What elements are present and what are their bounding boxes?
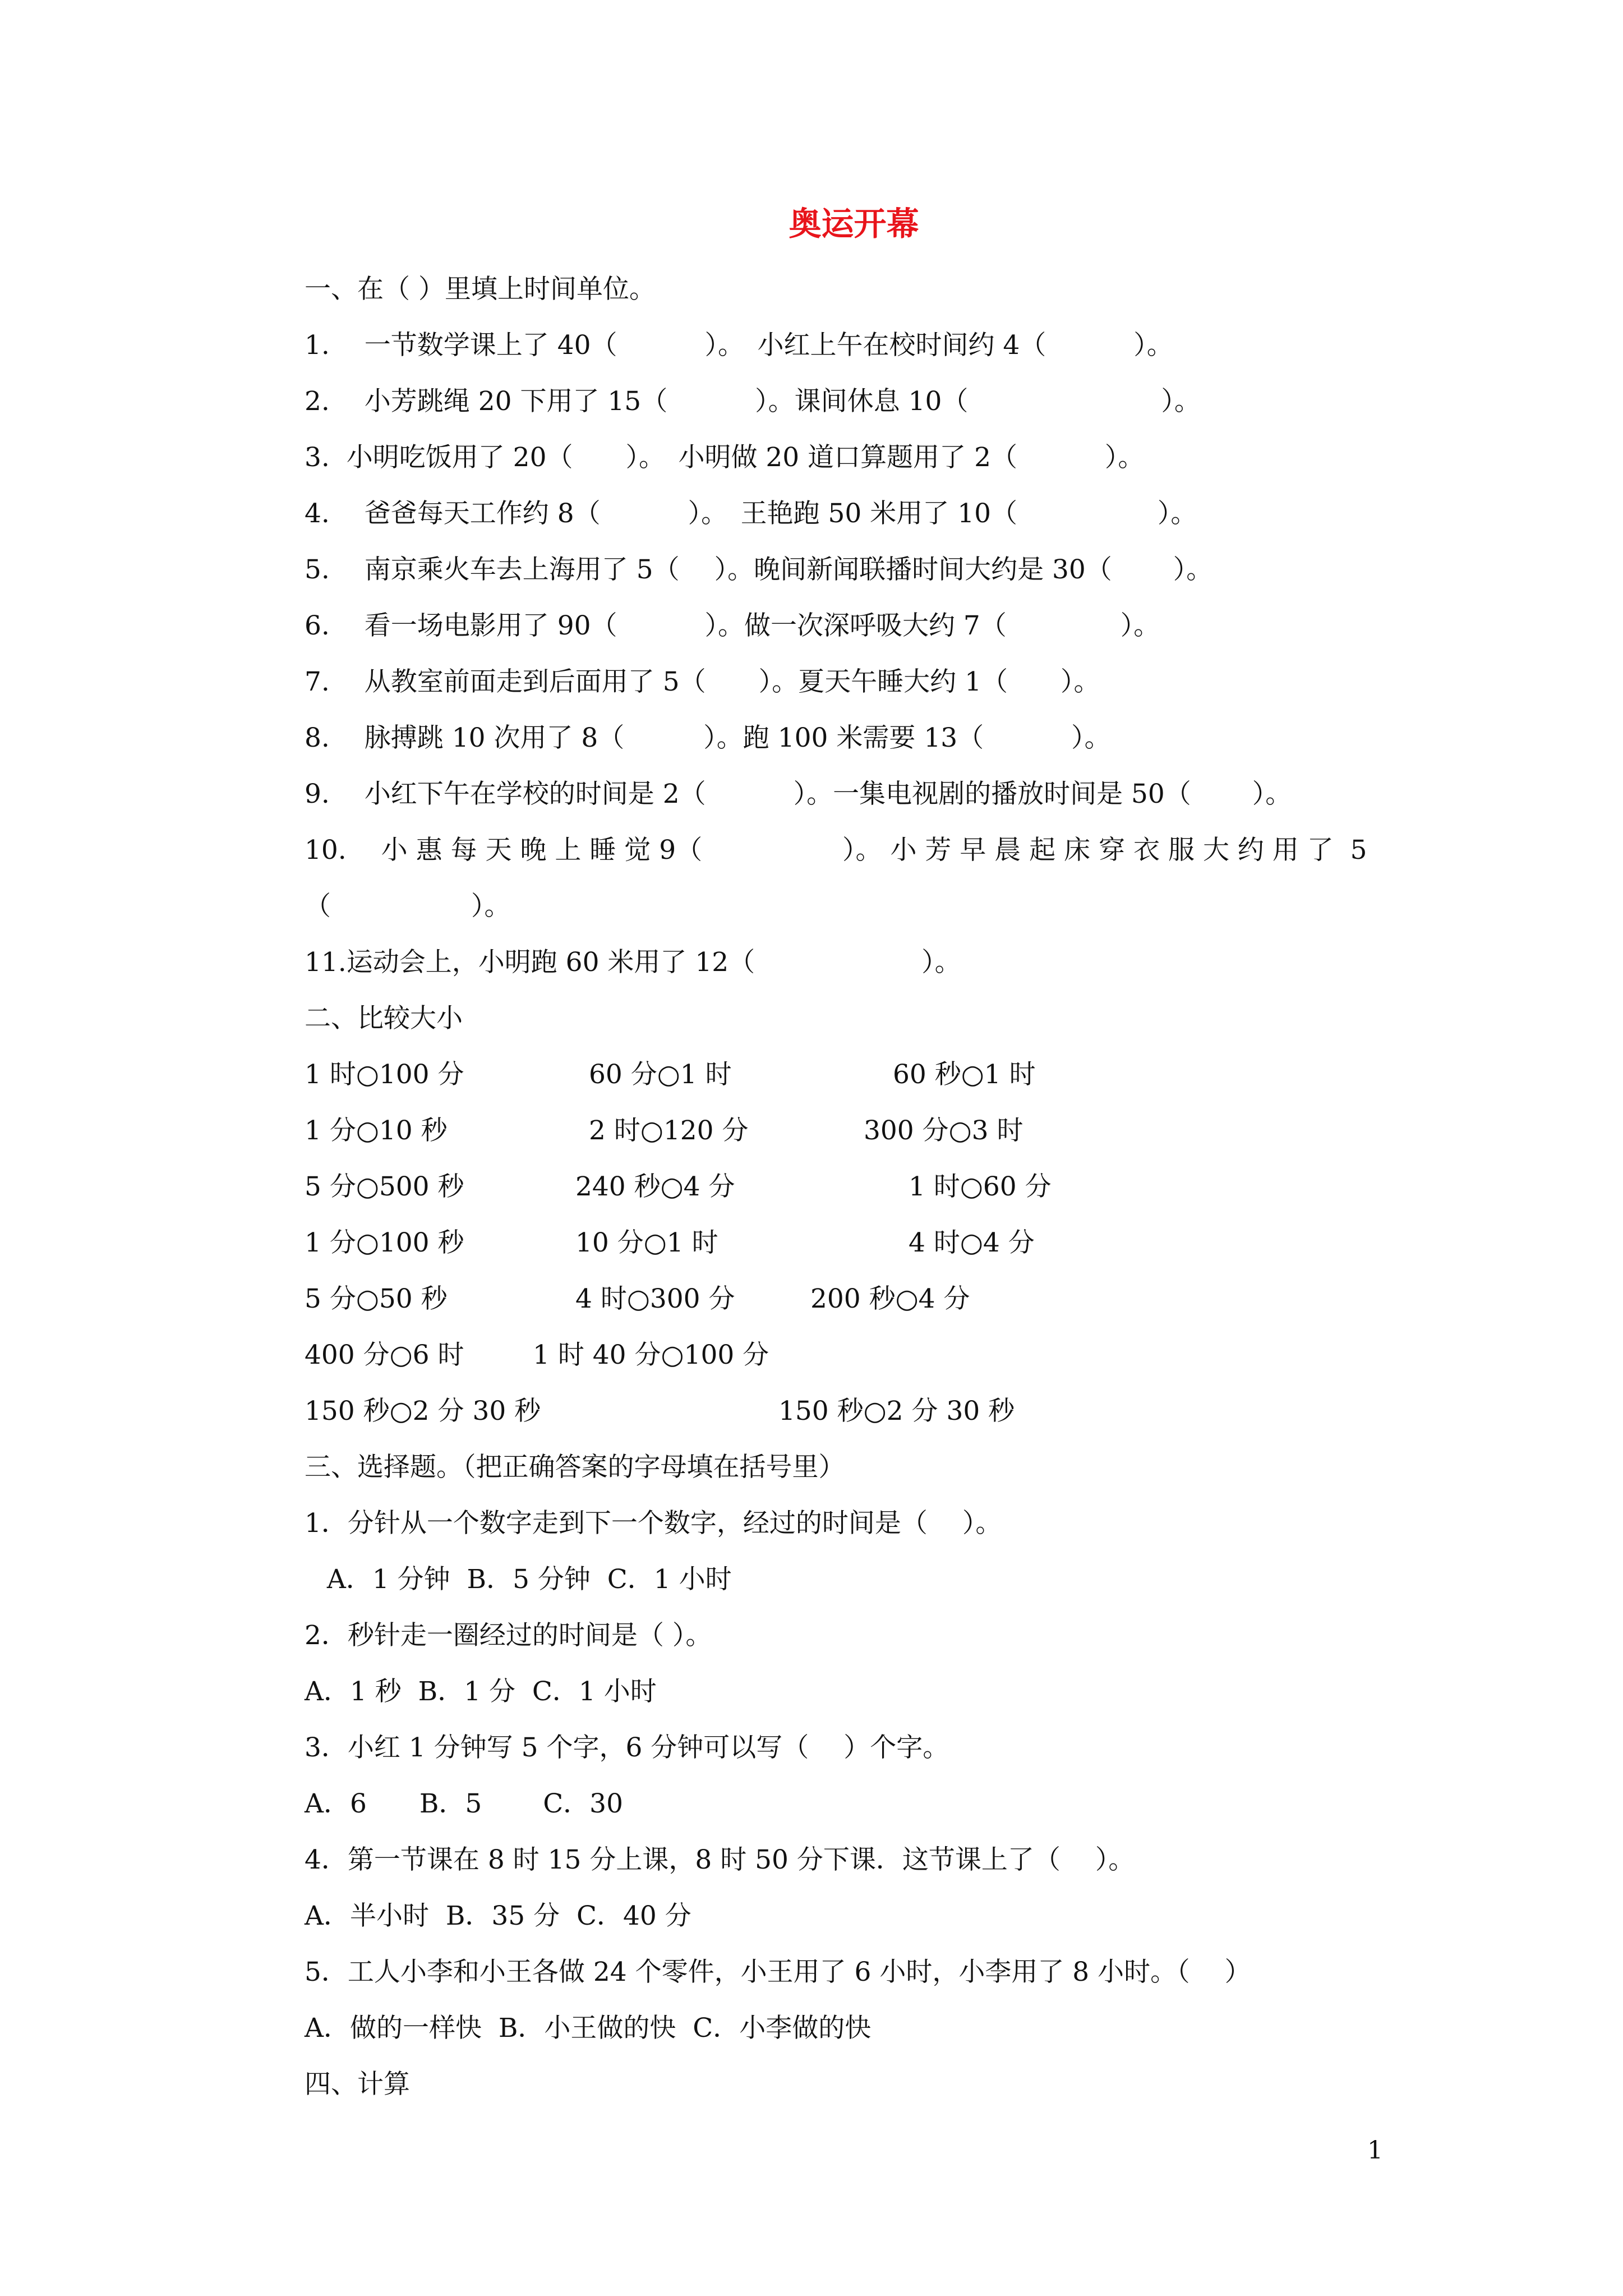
section-4-heading: 四、计算 [305, 2069, 410, 2100]
compare-item: 150 秒○2 分 30 秒 [305, 1396, 541, 1427]
compare-item: 400 分○6 时 [305, 1340, 464, 1370]
s3-options-5: A．做的一样快 B．小王做的快 C．小李做的快 [305, 2013, 872, 2044]
page-title: 奥运开幕 [789, 205, 919, 243]
compare-item: 200 秒○4 分 [810, 1283, 970, 1314]
s1-item-6: 6. 看一场电影用了 90（ ）。做一次深呼吸大约 7（ ）。 [305, 610, 1160, 641]
page-number: 1 [1367, 2136, 1383, 2165]
s3-question-1: 1．分针从一个数字走到下一个数字，经过的时间是（ ）。 [305, 1508, 1002, 1539]
s1-item-7: 7. 从教室前面走到后面用了 5（ ）。夏天午睡大约 1（ ）。 [305, 666, 1100, 697]
compare-item: 4 时○4 分 [909, 1227, 1035, 1258]
s3-options-3: A．6 B．5 C．30 [305, 1788, 623, 1819]
section-1-heading: 一、在（ ）里填上时间单位。 [305, 274, 656, 305]
compare-item: 240 秒○4 分 [575, 1171, 735, 1202]
compare-item: 1 分○10 秒 [305, 1115, 448, 1146]
s1-item-2: 2. 小芳跳绳 20 下用了 15（ ）。课间休息 10（ ）。 [305, 386, 1201, 417]
s1-item-8: 8. 脉搏跳 10 次用了 8（ ）。跑 100 米需要 13（ ）。 [305, 723, 1111, 753]
s1-item-11: 11.运动会上，小明跑 60 米用了 12（ ）。 [305, 947, 961, 978]
section-3-heading: 三、选择题。（把正确答案的字母填在括号里） [305, 1452, 845, 1483]
compare-item: 60 秒○1 时 [893, 1059, 1036, 1090]
compare-item: 1 分○100 秒 [305, 1227, 464, 1258]
compare-item: 5 分○500 秒 [305, 1171, 464, 1202]
s3-question-5: 5．工人小李和小王各做 24 个零件，小王用了 6 小时，小李用了 8 小时。（ ） [305, 1957, 1251, 1987]
s3-question-4: 4．第一节课在 8 时 15 分上课，8 时 50 分下课．这节课上了（ ）。 [305, 1844, 1135, 1875]
compare-item: 1 时○100 分 [305, 1059, 464, 1090]
s3-options-1: A．1 分钟 B．5 分钟 C．1 小时 [310, 1564, 732, 1595]
s3-options-2: A．1 秒 B．1 分 C．1 小时 [305, 1676, 657, 1707]
compare-item: 5 分○50 秒 [305, 1283, 448, 1314]
s1-item-9: 9. 小红下午在学校的时间是 2（ ）。一集电视剧的播放时间是 50（ ）。 [305, 779, 1292, 809]
s3-question-2: 2．秒针走一圈经过的时间是（ ）。 [305, 1620, 712, 1651]
section-2-heading: 二、比较大小 [305, 1003, 463, 1034]
s3-question-3: 3．小红 1 分钟写 5 个字，6 分钟可以写（ ）个字。 [305, 1732, 949, 1763]
compare-item: 1 时○60 分 [909, 1171, 1052, 1202]
s1-item-1: 1. 一节数学课上了 40（ ）。 小红上午在校时间约 4（ ）。 [305, 330, 1173, 361]
s1-item-3: 3. 小明吃饭用了 20（ ）。 小明做 20 道口算题用了 2（ ）。 [305, 442, 1145, 473]
compare-item: 2 时○120 分 [589, 1115, 749, 1146]
compare-item: 10 分○1 时 [575, 1227, 718, 1258]
s1-item-10: 10. 小 惠 每 天 晚 上 睡 觉 9（ ）。 小 芳 早 晨 起 床 穿 衣 服 大 约 用 了 5 [305, 835, 1367, 866]
s1-item-5: 5. 南京乘火车去上海用了 5（ ）。晚间新闻联播时间大约是 30（ ）。 [305, 554, 1213, 585]
compare-item: 1 时 40 分○100 分 [533, 1340, 769, 1370]
compare-item: 4 时○300 分 [575, 1283, 735, 1314]
compare-item: 150 秒○2 分 30 秒 [778, 1396, 1015, 1427]
compare-item: 60 分○1 时 [589, 1059, 732, 1090]
s3-options-4: A．半小时 B．35 分 C．40 分 [305, 1901, 691, 1931]
compare-item: 300 分○3 时 [864, 1115, 1023, 1146]
s1-item-4: 4. 爸爸每天工作约 8（ ）。 王艳跑 50 米用了 10（ ）。 [305, 498, 1197, 529]
s1-item-10-cont: （ ）。 [305, 891, 511, 922]
